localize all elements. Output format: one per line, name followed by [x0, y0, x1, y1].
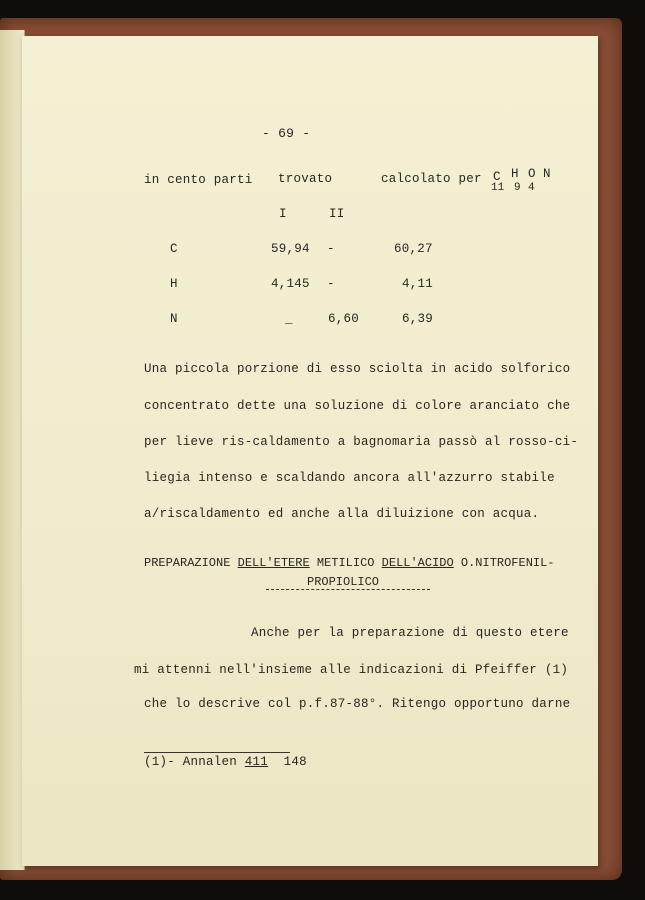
heading-part-underlined: ETERE	[273, 556, 310, 570]
row-found-ii: 6,60	[328, 312, 360, 326]
formula-c-count: 11	[491, 182, 505, 194]
formula-h: H	[511, 167, 519, 181]
text-line: mi attenni nell'insieme alle indicazioni di Pfeiffer (1)	[134, 663, 569, 677]
table-header-calculated: calcolato per	[381, 172, 482, 186]
row-found-ii: -	[327, 242, 335, 256]
footnote-page: 148	[283, 755, 307, 769]
formula-c: C	[493, 170, 501, 184]
table-header-parts: in cento parti	[144, 173, 253, 187]
formula-o: O	[528, 167, 536, 181]
row-found-i: 59,94	[271, 242, 310, 256]
heading-part: METILICO	[309, 556, 382, 570]
row-calculated: 6,39	[402, 312, 434, 326]
text-line: concentrato dette una soluzione di colore aranciato che	[144, 399, 571, 413]
row-found-i: _	[285, 312, 293, 326]
text-line: Una piccola porzione di esso sciolta in acido solforico	[144, 362, 571, 376]
row-found-i: 4,145	[271, 277, 310, 291]
text-line: Anche per la preparazione di questo etere	[251, 626, 569, 640]
formula-n: N	[543, 167, 551, 181]
page-number: - 69 -	[262, 126, 311, 141]
text-line: liegia intenso e scaldando ancora all'azzurro stabile	[144, 471, 555, 485]
text-line: che lo descrive col p.f.87-88°. Ritengo opportuno darne	[144, 697, 571, 711]
table-header-found: trovato	[278, 172, 333, 186]
section-heading-line2: PROPIOLICO	[307, 575, 380, 589]
table-subheader-i: I	[279, 207, 287, 221]
document-page	[22, 36, 598, 866]
section-heading	[144, 556, 555, 570]
text-line: a/riscaldamento ed anche alla diluizione con acqua.	[144, 507, 540, 521]
row-element: N	[170, 312, 178, 326]
heading-part-underlined: DELL'ACIDO	[381, 556, 454, 570]
table-subheader-ii: II	[329, 207, 345, 221]
heading-part: O.NITROFENIL-	[453, 556, 555, 570]
text-line: per lieve ris-caldamento a bagnomaria passò al rosso-ci-	[144, 435, 579, 449]
heading-part: PREPARAZIONE	[144, 556, 238, 570]
row-found-ii: -	[327, 277, 335, 291]
footnote	[144, 755, 307, 769]
heading-part-underlined: DELL'	[237, 556, 274, 570]
footnote-gap	[268, 755, 284, 769]
heading-underline	[266, 589, 430, 590]
footnote-text: (1)- Annalen	[144, 755, 245, 769]
footnote-volume: 411	[244, 755, 269, 769]
row-calculated: 60,27	[394, 242, 433, 256]
footnote-rule	[144, 752, 290, 753]
formula-o-count: 4	[528, 182, 535, 194]
row-element: H	[170, 277, 178, 291]
formula-h-count: 9	[514, 182, 521, 194]
row-calculated: 4,11	[402, 277, 434, 291]
row-element: C	[170, 242, 178, 256]
